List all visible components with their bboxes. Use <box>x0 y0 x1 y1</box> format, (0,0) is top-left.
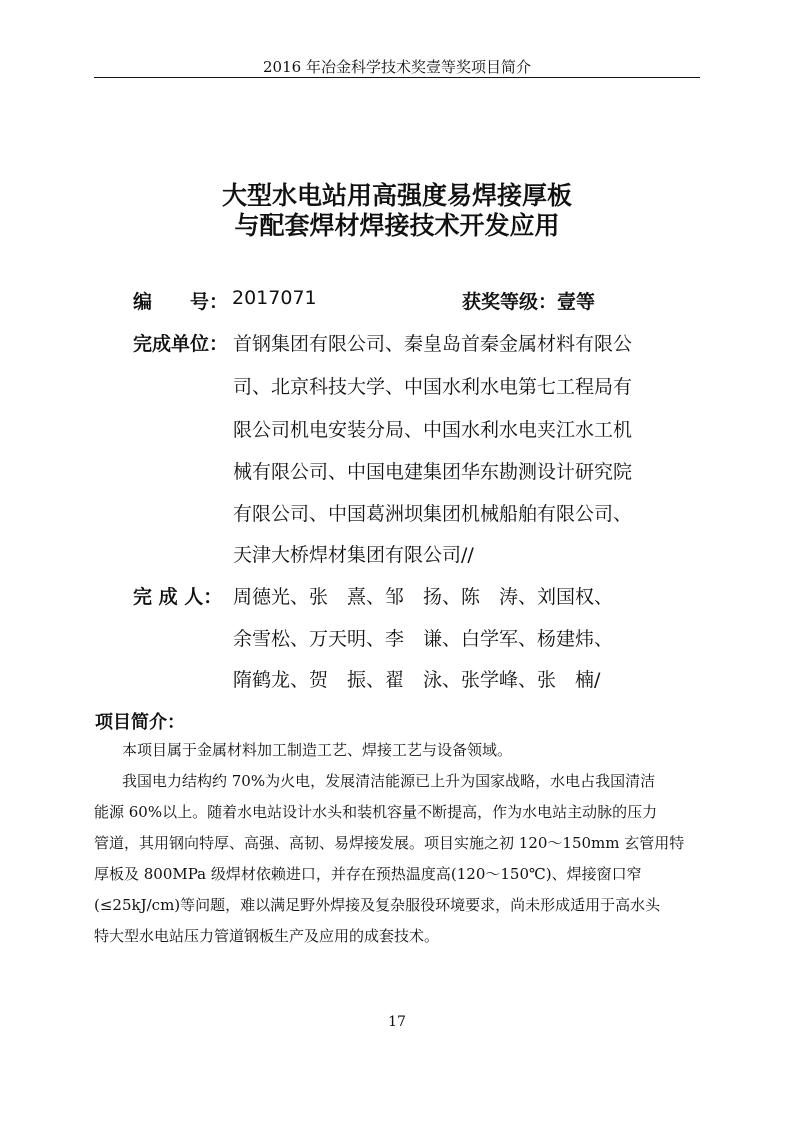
completing-units-line: 械有限公司、中国电建集团华东勘测设计研究院 <box>233 461 633 483</box>
completing-units-line: 限公司机电安装分局、中国水利水电夹江水工机 <box>233 419 633 441</box>
completing-units-label: 完成单位： <box>133 333 229 355</box>
intro-paragraph-line: 厚板及 800MPa 级焊材依赖进口，并存在预热温度高(120～150℃)、焊接窗口窄 <box>94 865 642 883</box>
completing-units-line: 天津大桥焊材集团有限公司// <box>233 544 474 566</box>
intro-paragraph-line: 我国电力结构约 70%为火电，发展清洁能源已上升为国家战略，水电占我国清洁 <box>122 772 656 790</box>
completing-units-line: 司、北京科技大学、中国水利水电第七工程局有 <box>233 376 633 398</box>
project-intro-heading: 项目简介： <box>95 712 185 733</box>
completers-line: 周德光、张 熹、邹 扬、陈 涛、刘国权、 <box>233 586 614 608</box>
intro-paragraph-line: (≤25kJ/cm)等问题，难以满足野外焊接及复杂服役环境要求，尚未形成适用于高水头 <box>94 896 661 914</box>
award-level-value: 壹等 <box>557 291 596 313</box>
document-title-line-1: 大型水电站用高强度易焊接厚板 <box>221 181 572 210</box>
document-title-line-2: 与配套焊材焊接技术开发应用 <box>234 211 560 240</box>
completers-label: 完 成 人： <box>133 586 223 608</box>
number-label: 编 号： <box>133 291 229 313</box>
completing-units-line: 首钢集团有限公司、秦皇岛首秦金属材料有限公 <box>233 333 633 355</box>
intro-paragraph-line: 能源 60%以上。随着水电站设计水头和装机容量不断提高，作为水电站主动脉的压力 <box>94 803 658 821</box>
intro-paragraph-line: 本项目属于金属材料加工制造工艺、焊接工艺与设备领域。 <box>122 741 513 759</box>
completers-line: 隋鹤龙、贺 振、翟 泳、张学峰、张 楠/ <box>233 669 601 691</box>
page-header: 2016 年冶金科学技术奖壹等奖项目简介 <box>263 58 531 76</box>
intro-paragraph-line: 管道，其用钢向特厚、高强、高韧、易焊接发展。项目实施之初 120～150mm 玄管用特 <box>94 834 685 852</box>
page-number: 17 <box>388 1014 406 1030</box>
intro-paragraph-line: 特大型水电站压力管道钢板生产及应用的成套技术。 <box>94 927 440 945</box>
number-value: 2017071 <box>232 287 317 309</box>
completers-line: 余雪松、万天明、李 谦、白学军、杨建炜、 <box>233 628 614 650</box>
award-level-label: 获奖等级： <box>462 291 558 313</box>
header-rule <box>94 77 700 78</box>
completing-units-line: 有限公司、中国葛洲坝集团机械船舶有限公司、 <box>233 503 633 525</box>
